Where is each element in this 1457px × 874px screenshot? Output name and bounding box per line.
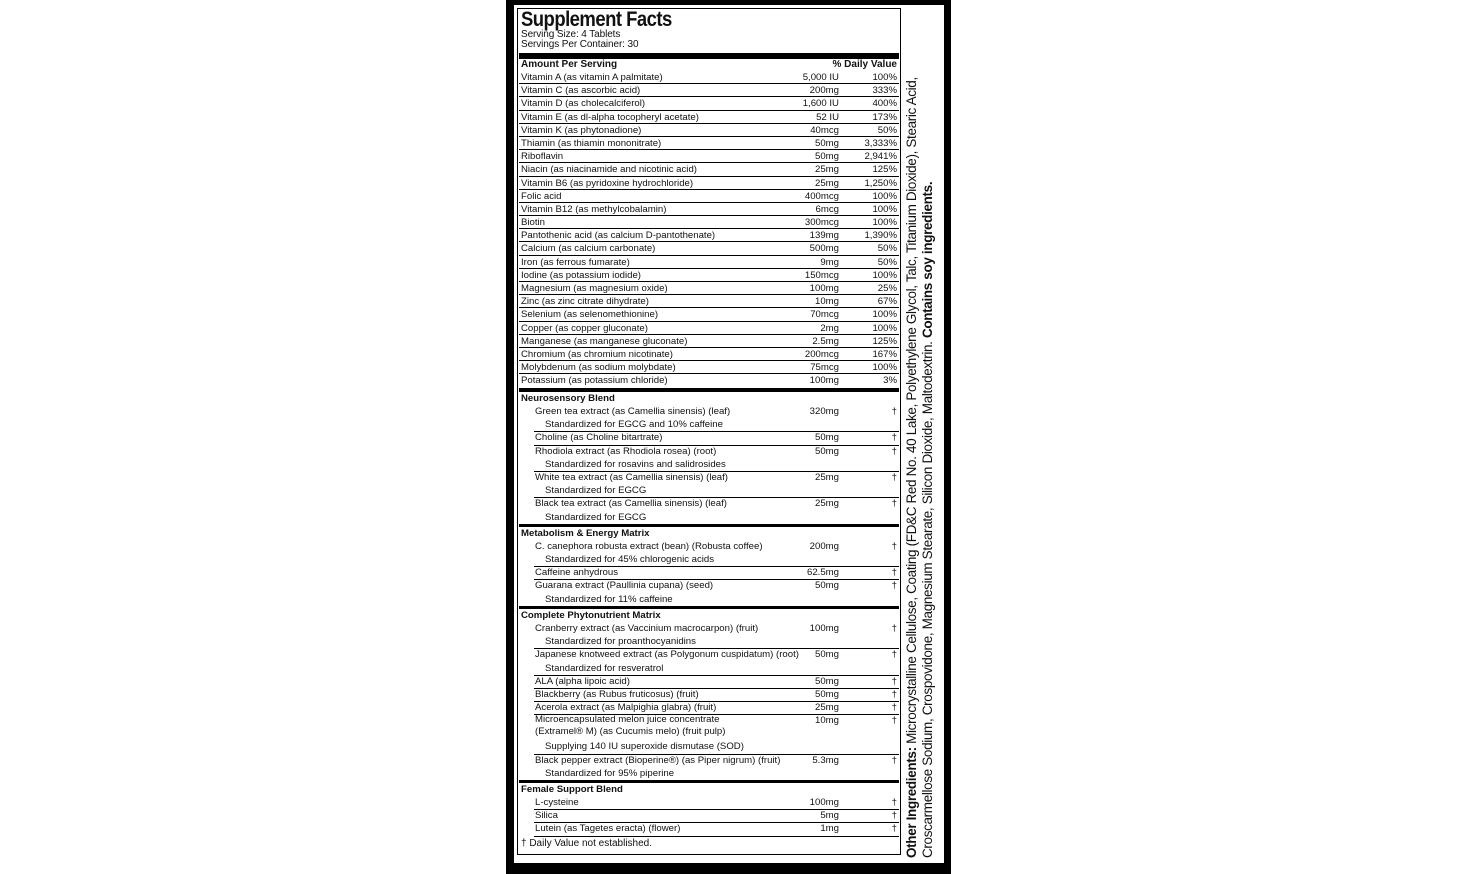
- ingredient-amount: 100mg: [809, 623, 839, 634]
- nutrient-amount: 200mg: [809, 85, 839, 97]
- nutrient-name: Thiamin (as thiamin mononitrate): [521, 137, 662, 149]
- ingredient-amount: 62.5mg: [807, 567, 839, 579]
- ingredient-name: C. canephora robusta extract (bean) (Robusta coffee): [535, 540, 763, 552]
- ingredient-name: Blackberry (as Rubus fruticosus) (fruit): [535, 688, 699, 700]
- table-row: [519, 111, 899, 124]
- nutrient-dv: 1,390%: [864, 230, 897, 242]
- table-row: [519, 648, 899, 661]
- nutrient-amount: 100mg: [809, 375, 839, 387]
- nutrient-dv: 173%: [872, 111, 897, 123]
- table-row: [519, 256, 899, 269]
- nutrient-dv: 2,941%: [864, 151, 897, 163]
- table-row: [519, 688, 899, 701]
- sub-note: Standardized for EGCG: [545, 485, 647, 497]
- ingredient-amount: 5mg: [820, 810, 839, 822]
- table-row: [519, 97, 899, 110]
- ingredient-name: Caffeine anhydrous: [535, 567, 619, 579]
- table-row: [519, 177, 899, 190]
- table-row: [519, 335, 899, 348]
- table-row: [519, 124, 899, 137]
- sub-note: Standardized for 11% caffeine: [545, 593, 673, 605]
- table-row: [519, 754, 899, 767]
- sub-note-row: [519, 662, 899, 675]
- serving-size: Serving Size: 4 Tablets: [521, 29, 621, 40]
- table-row: [519, 566, 899, 579]
- sub-note: Supplying 140 IU superoxide dismutase (SOD): [545, 741, 744, 753]
- sub-note: Standardized for rosavins and salidrosides: [545, 458, 726, 470]
- sub-note: Standardized for 45% chlorogenic acids: [545, 554, 715, 566]
- table-row: [519, 229, 899, 242]
- nutrient-amount: 50mg: [815, 137, 839, 149]
- sub-note-row: [519, 740, 899, 753]
- ingredient-dv: †: [891, 823, 897, 835]
- nutrient-dv: 50%: [877, 124, 897, 136]
- ingredient-dv: †: [891, 471, 897, 483]
- table-row: [519, 295, 899, 308]
- table-row: [519, 348, 899, 361]
- table-row: [519, 216, 899, 229]
- nutrient-name: Niacin (as niacinamide and nicotinic acid): [521, 164, 697, 176]
- table-row: [519, 374, 899, 389]
- ingredient-name: Black pepper extract (Bioperine®) (as Piper nigrum) (fruit): [535, 754, 781, 766]
- ingredient-name: Guarana extract (Paullinia cupana) (seed): [535, 580, 714, 592]
- table-row: [519, 71, 899, 84]
- ingredient-dv: †: [891, 810, 897, 822]
- nutrient-amount: 50mg: [815, 151, 839, 163]
- ingredient-name: Cranberry extract (as Vaccinium macrocarpon) (fruit): [535, 623, 759, 634]
- nutrient-name: Manganese (as manganese gluconate): [521, 335, 688, 347]
- allergen-statement: Contains soy ingredients.: [920, 181, 935, 339]
- nutrient-amount: 70mcg: [810, 309, 839, 321]
- nutrient-dv: 3,333%: [864, 137, 897, 149]
- sub-note: Standardized for 95% piperine: [545, 767, 675, 779]
- ingredient-dv: †: [891, 432, 897, 444]
- nutrient-name: Molybdenum (as sodium molybdate): [521, 362, 676, 374]
- sub-note-row: [519, 511, 899, 524]
- ingredient-amount: 25mg: [815, 498, 839, 510]
- servings-per-container: Servings Per Container: 30: [521, 39, 639, 50]
- table-row: [519, 579, 899, 592]
- nutrient-dv: 100%: [872, 72, 897, 83]
- table-row: [519, 405, 899, 418]
- supplement-facts-panel: [517, 8, 901, 855]
- footnote: † Daily Value not established.: [521, 838, 653, 849]
- nutrient-name: Magnesium (as magnesium oxide): [521, 283, 668, 294]
- nutrient-name: Iron (as ferrous fumarate): [521, 256, 630, 268]
- nutrient-dv: 67%: [877, 296, 897, 308]
- sub-note-row: [519, 593, 899, 606]
- table-row: [519, 308, 899, 321]
- ingredient-amount: 50mg: [815, 688, 839, 700]
- ingredient-amount: 100mg: [809, 797, 839, 809]
- ingredient-name: Microencapsulated melon juice concentrate: [535, 714, 720, 726]
- nutrient-dv: 333%: [872, 85, 897, 97]
- ingredient-name: Green tea extract (as Camellia sinensis) (leaf): [535, 406, 731, 417]
- ingredient-name: Choline (as Choline bitartrate): [535, 432, 663, 444]
- nutrient-dv: 125%: [872, 164, 897, 176]
- table-row: [519, 540, 899, 553]
- nutrient-name: Chromium (as chromium nicotinate): [521, 348, 673, 360]
- ingredient-name: Lutein (as Tagetes eracta) (flower): [535, 823, 681, 835]
- nutrient-dv: 100%: [872, 362, 897, 374]
- section-heading: [519, 527, 899, 540]
- table-row: [519, 203, 899, 216]
- ingredient-amount: 320mg: [809, 406, 839, 417]
- amount-header: Amount Per Serving: [521, 59, 618, 70]
- nutrient-amount: 75mcg: [810, 362, 839, 374]
- ingredient-dv: †: [891, 567, 897, 579]
- nutrient-name: Vitamin B12 (as methylcobalamin): [521, 203, 667, 215]
- dv-header: % Daily Value: [832, 59, 897, 70]
- nutrient-amount: 9mg: [820, 256, 839, 268]
- ingredient-name: Acerola extract (as Malpighia glabra) (fruit): [535, 702, 717, 714]
- nutrient-amount: 300mcg: [804, 217, 839, 229]
- ingredient-name-line2: (Extramel® M) (as Cucumis melo) (fruit pulp): [535, 726, 726, 738]
- ingredient-amount: 50mg: [815, 445, 839, 457]
- nutrient-name: Calcium (as calcium carbonate): [521, 243, 656, 255]
- ingredient-dv: †: [891, 540, 897, 552]
- ingredient-amount: 10mg: [815, 715, 839, 727]
- nutrient-name: Vitamin E (as dl-alpha tocopheryl acetate): [521, 111, 699, 123]
- nutrient-name: Vitamin K (as phytonadione): [521, 124, 642, 136]
- table-row: [519, 471, 899, 484]
- table-row: [519, 282, 899, 295]
- nutrient-dv: 50%: [877, 243, 897, 255]
- other-ingredients-label: Other Ingredients:: [904, 747, 919, 858]
- nutrient-dv: 100%: [872, 190, 897, 202]
- ingredient-amount: 5.3mg: [812, 754, 839, 766]
- nutrient-name: Potassium (as potassium chloride): [521, 375, 668, 387]
- ingredient-dv: †: [891, 498, 897, 510]
- ingredient-dv: †: [891, 797, 897, 809]
- nutrient-name: Vitamin B6 (as pyridoxine hydrochloride): [521, 177, 694, 189]
- sub-note-row: [519, 458, 899, 471]
- ingredient-amount: 50mg: [815, 649, 839, 661]
- ingredient-name: Rhodiola extract (as Rhodiola rosea) (root): [535, 445, 717, 457]
- ingredient-dv: †: [891, 754, 897, 766]
- table-row: [519, 714, 899, 740]
- nutrient-dv: 3%: [883, 375, 897, 387]
- table-row: [519, 445, 899, 458]
- other-ingredients-text: Microcrystalline Cellulose, Coating (FD&C Red No. 40 Lake, Polyethylene Glycol, Talc, Titanium Dioxide), Stearic Acid, Croscarmellose Sodium, Crospovidone, Magnesium Stearate, Silicon Dioxide, Maltodextrin.: [904, 77, 935, 858]
- nutrient-amount: 500mg: [809, 243, 839, 255]
- sub-note-row: [519, 553, 899, 566]
- section-heading-text: Female Support Blend: [521, 783, 623, 795]
- nutrient-name: Iodine (as potassium iodide): [521, 269, 641, 281]
- table-row: [519, 622, 899, 635]
- nutrient-name: Copper (as copper gluconate): [521, 322, 648, 334]
- nutrient-amount: 25mg: [815, 177, 839, 189]
- nutrient-dv: 50%: [877, 256, 897, 268]
- table-row: [519, 497, 899, 510]
- nutrient-amount: 25mg: [815, 164, 839, 176]
- nutrient-amount: 40mcg: [810, 124, 839, 136]
- nutrient-amount: 400mcg: [804, 190, 839, 202]
- ingredient-dv: †: [891, 623, 897, 634]
- nutrient-dv: 167%: [872, 348, 897, 360]
- ingredient-dv: †: [891, 445, 897, 457]
- table-row: [519, 242, 899, 255]
- table-row: [519, 137, 899, 150]
- section-heading: [519, 783, 899, 796]
- ingredient-dv: †: [891, 580, 897, 592]
- ingredient-name: Black tea extract (as Camellia sinensis) (leaf): [535, 498, 727, 510]
- table-row: [519, 675, 899, 688]
- nutrient-amount: 5,000 IU: [802, 72, 839, 83]
- table-row: [519, 190, 899, 203]
- ingredient-name: Silica: [535, 810, 558, 822]
- ingredient-amount: 25mg: [815, 471, 839, 483]
- nutrient-amount: 2mg: [820, 322, 839, 334]
- ingredient-amount: 1mg: [820, 823, 839, 835]
- section-heading: [519, 392, 899, 405]
- nutrient-dv: 100%: [872, 203, 897, 215]
- nutrient-amount: 52 IU: [816, 111, 839, 123]
- ingredient-dv: †: [891, 715, 897, 727]
- section-heading-text: Complete Phytonutrient Matrix: [521, 609, 661, 621]
- ingredient-amount: 25mg: [815, 702, 839, 714]
- nutrient-amount: 200mcg: [804, 348, 839, 360]
- nutrient-dv: 100%: [872, 217, 897, 229]
- nutrient-amount: 10mg: [815, 296, 839, 308]
- table-row: [519, 269, 899, 282]
- ingredient-dv: †: [891, 649, 897, 661]
- ingredient-name: White tea extract (as Camellia sinensis) (leaf): [535, 471, 729, 483]
- table-row: [519, 701, 899, 714]
- table-row: [519, 361, 899, 374]
- table-row: [519, 809, 899, 822]
- nutrient-amount: 2.5mg: [812, 335, 839, 347]
- ingredient-name: ALA (alpha lipoic acid): [535, 675, 630, 687]
- table-row: [519, 431, 899, 444]
- other-ingredients: [904, 63, 936, 858]
- nutrient-dv: 100%: [872, 322, 897, 334]
- sub-note-row: [519, 484, 899, 497]
- section-heading-text: Neurosensory Blend: [521, 392, 615, 404]
- nutrient-name: Biotin: [521, 217, 545, 229]
- table-row: [519, 822, 899, 835]
- ingredient-dv: †: [891, 406, 897, 417]
- row-divider: [534, 836, 899, 837]
- nutrient-dv: 25%: [877, 283, 897, 294]
- ingredient-dv: †: [891, 688, 897, 700]
- nutrient-name: Zinc (as zinc citrate dihydrate): [521, 296, 649, 308]
- sub-note-row: [519, 418, 899, 431]
- nutrient-amount: 1,600 IU: [802, 98, 839, 110]
- sub-note: Standardized for resveratrol: [545, 662, 664, 674]
- ingredient-dv: †: [891, 675, 897, 687]
- panel-title: Supplement Facts: [521, 8, 672, 31]
- ingredient-amount: 50mg: [815, 580, 839, 592]
- ingredient-amount: 50mg: [815, 432, 839, 444]
- table-row: [519, 322, 899, 335]
- ingredient-amount: 50mg: [815, 675, 839, 687]
- nutrient-amount: 150mcg: [804, 269, 839, 281]
- nutrient-amount: 100mg: [809, 283, 839, 294]
- nutrient-name: Vitamin D (as cholecalciferol): [521, 98, 646, 110]
- ingredient-name: Japanese knotweed extract (as Polygonum cuspidatum) (root): [535, 649, 799, 661]
- section-heading-text: Metabolism & Energy Matrix: [521, 527, 650, 539]
- table-row: [519, 84, 899, 97]
- sub-note-row: [519, 767, 899, 780]
- nutrient-name: Vitamin A (as vitamin A palmitate): [521, 72, 663, 83]
- nutrient-dv: 1,250%: [864, 177, 897, 189]
- nutrient-name: Selenium (as selenomethionine): [521, 309, 659, 321]
- table-row: [519, 796, 899, 809]
- ingredient-amount: 200mg: [809, 540, 839, 552]
- sub-note-row: [519, 635, 899, 648]
- nutrient-dv: 125%: [872, 335, 897, 347]
- table-row: [519, 150, 899, 163]
- nutrient-dv: 100%: [872, 269, 897, 281]
- sub-note: Standardized for EGCG and 10% caffeine: [545, 419, 723, 431]
- nutrient-table: [519, 71, 899, 836]
- nutrient-dv: 400%: [872, 98, 897, 110]
- nutrient-name: Pantothenic acid (as calcium D-pantothenate): [521, 230, 716, 242]
- nutrient-amount: 6mcg: [815, 203, 839, 215]
- nutrient-amount: 139mg: [809, 230, 839, 242]
- table-row: [519, 163, 899, 176]
- nutrient-name: Riboflavin: [521, 151, 564, 163]
- ingredient-dv: †: [891, 702, 897, 714]
- sub-note: Standardized for proanthocyanidins: [545, 636, 696, 648]
- nutrient-dv: 100%: [872, 309, 897, 321]
- nutrient-name: Folic acid: [521, 190, 562, 202]
- nutrient-name: Vitamin C (as ascorbic acid): [521, 85, 641, 97]
- ingredient-name: L-cysteine: [535, 797, 579, 809]
- section-heading: [519, 609, 899, 622]
- sub-note: Standardized for EGCG: [545, 511, 647, 523]
